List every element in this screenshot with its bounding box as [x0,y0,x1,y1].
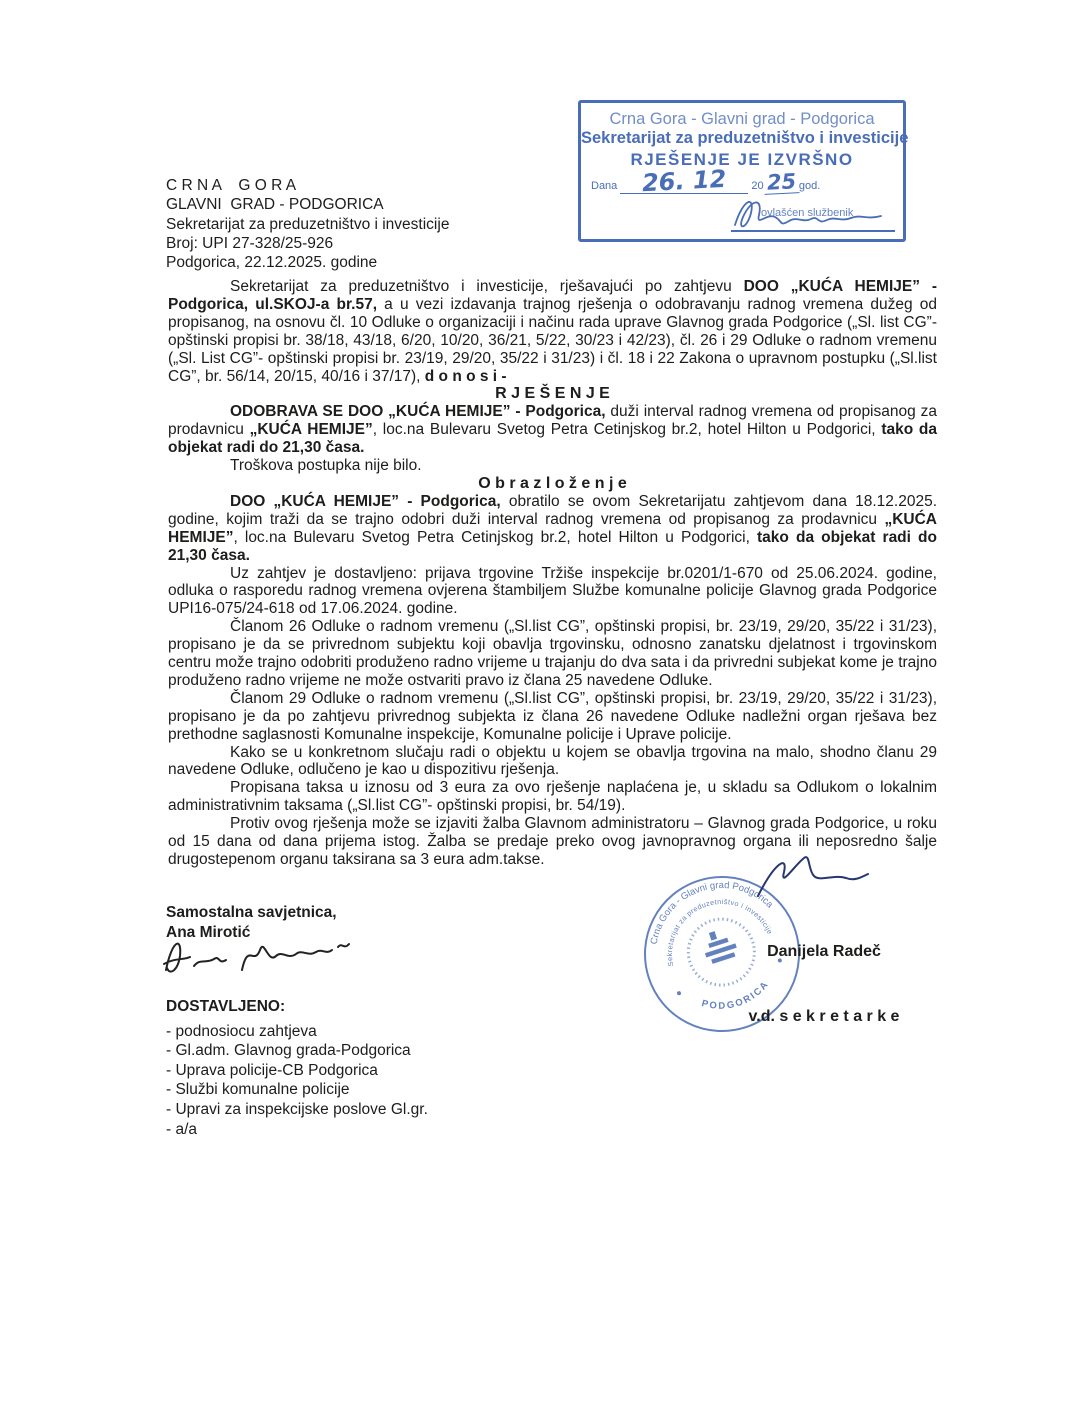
distribution-item: - Upravi za inspekcijske poslove Gl.gr. [166,1100,428,1118]
intro-paragraph: Sekretarijat za preduzetništvo i investicije, rješavajući po zahtjevu DOO „KUĆA HEMIJE” - Podgorica, ul.SKOJ-a br.57, a u vezi izdavanja trajnog rješenja o odobravanju radnog vremena dužeg od propisanog, na osnovu čl. 10 Odluke o organizaciji i načinu rada uprave Glavnog grada Podgorice („Sl. list CG”- opštinski propisi br. 38/18, 43/18, 6/20, 10/20, 36/21, 5/22, 30/23 i 42/23), čl. 26 i 29 Odluke o radnom vremenu („Sl. List CG”- opštinski propisi br. 23/19, 29/20, 35/22 i 31/23) i čl. 18 i 22 Zakona o upravnom postupku („Sl.list CG”, br. 56/14, 20/15, 40/16 i 37/17), d o n o s i - [168,278,938,385]
stamp-org-line: Crna Gora - Glavni grad - Podgorica [609,110,875,128]
signature-danijela-icon [750,850,880,905]
distribution-label: DOSTAVLJENO: [166,998,286,1015]
paragraph-attachments: Uz zahtjev je dostavljeno: prijava trgovine Tržiše inspekcije br.0201/1-670 od 25.06.2024. godine, odluka o rasporedu radnog vremena ovjerena štambiljem Službe komunalne policije Glavnog grada Podgorice UPI16-075/24-618 od 17.06.2024. godine. [168,564,937,618]
stamp-handwritten-date: 26. 12 [641,164,728,198]
stamp-officer-label: ovlašćen službenik [761,207,854,219]
costs-line: Troškova postupka nije bilo. [230,457,422,475]
seal-arc-middle: Sekretarijat za preduzetništvo i investicije [664,896,775,968]
distribution-list [166,997,428,1139]
letterhead-place-date: Podgorica, 22.12.2025. godine [166,254,378,272]
heading-rjesenje: R J E Š E N J E [495,385,610,403]
letterhead-secretariat: Sekretarijat za preduzetništvo i investicije [166,215,450,233]
signer-right-role: v.d. s e k r e t a r k e [748,1007,900,1025]
paragraph-request: DOO „KUĆA HEMIJE” - Podgorica, obratilo se ovom Sekretarijatu zahtjevom dana 18.12.2025. godine, kojim traži da se trajno odobri duži interval radnog vremena od propisanog za prodavnicu „KUĆA HEMIJE”, loc.na Bulevaru Svetog Petra Cetinjskog br.2, hotel Hilton u Podgorici, tako da objekat radi do 21,30 časa. [168,492,938,564]
letterhead [166,176,449,272]
signer-left-role: Samostalna savjetnica, [166,904,337,921]
stamp-secretariat-line: Sekretarijat za preduzetništvo i investicije [581,129,909,147]
paragraph-tax: Propisana taksa u iznosu od 3 eura za ovo rješenje naplaćena je, u skladu sa Odlukom o lokalnim administrativnim taksama („Sl.list CG”- opštinski propisi, br. 54/19). [168,779,937,815]
distribution-item: - Službi komunalne policije [166,1081,350,1099]
signature-ana-icon [160,930,370,985]
signer-left-name: Ana Mirotić [166,923,251,941]
heading-obrazlozenje: O b r a z l o ž e n j e [478,474,627,492]
letterhead-case-number: Broj: UPI 27-328/25-926 [166,234,334,252]
distribution-item: - podnosiocu zahtjeva [166,1022,317,1040]
signature-block-right [726,898,922,1070]
stamp-officer-area [729,187,897,235]
dispozitiv-paragraph: ODOBRAVA SE DOO „KUĆA HEMIJE” - Podgorica, duži interval radnog vremena od propisanog za prodavnicu „KUĆA HEMIJE”, loc.na Bulevaru Svetog Petra Cetinjskog br.2, hotel Hilton u Podgorici, tako da objekat radi do 21,30 časa. [168,403,938,457]
stamp-signature-line [731,230,895,232]
letterhead-country: C R N A G O R A [166,177,297,194]
paragraph-article-26: Članom 26 Odluke o radnom vremenu („Sl.list CG”, opštinski propisi, br. 23/19, 29/20, 35/22 i 31/23), propisano je da se privrednom subjektu koji obavlja trgovinsku, odnosno zanatsku djelatnost i trgovinskom centru može trajno odobriti produženo radno vrijeme u trajanju do dva sata i da privredni subjekat kome je trajno produženo radno vrijeme ne može ostvariti pravo iz člana 25 navedene Odluke. [168,618,937,689]
distribution-item: - a/a [166,1120,198,1138]
stamp-year-suffix: god. [798,180,821,192]
seal-arc-bottom: PODGORICA [700,978,772,1012]
stamp-date-label: Dana [591,180,618,192]
paragraph-article-29: Članom 29 Odluke o radnom vremenu („Sl.list CG”, opštinski propisi, br. 23/19, 29/20, 35/22 i 31/23), propisano je da po zahtjevu privrednog subjekta iz člana 26 navedene Odluke nadležni organ rješava bez prethodne saglasnosti Komunalne inspekcije, Komunalne policije i Uprave policije. [168,689,937,743]
seal-arc-top: Crna Gora - Glavni grad Podgorica [648,879,776,946]
signer-right-name: Danijela Radeč [767,943,881,960]
executive-stamp [578,100,909,242]
letterhead-city: GLAVNI GRAD - PODGORICA [166,196,384,214]
distribution-item: - Gl.adm. Glavnog grada-Podgorica [166,1042,411,1060]
officer-signature-icon [729,187,897,235]
stamp-executive-title: RJEŠENJE JE IZVRŠNO [630,150,854,169]
distribution-item: - Uprava policije-CB Podgorica [166,1061,378,1079]
stamp-handwritten-year: 25 [763,171,799,195]
paragraph-conclusion: Kako se u konkretnom slučaju radi o objektu u kojem se obavlja trgovina na malo, shodno članu 29 navedene Odluke, odlučeno je kao u dispozitivu rješenja. [168,743,937,779]
document-body [168,278,937,869]
stamp-year-prefix: 20 [751,180,764,192]
paragraph-appeal: Protiv ovog rješenja može se izjaviti žalba Glavnom administratoru – Glavnog grada Podgorice, u roku od 15 dana od dana prijema istog. Žalba se predaje preko ovog javnopravnog organa ili neposredno šalje drugostepenom organu taksirana sa 3 eura adm.takse. [168,815,937,868]
